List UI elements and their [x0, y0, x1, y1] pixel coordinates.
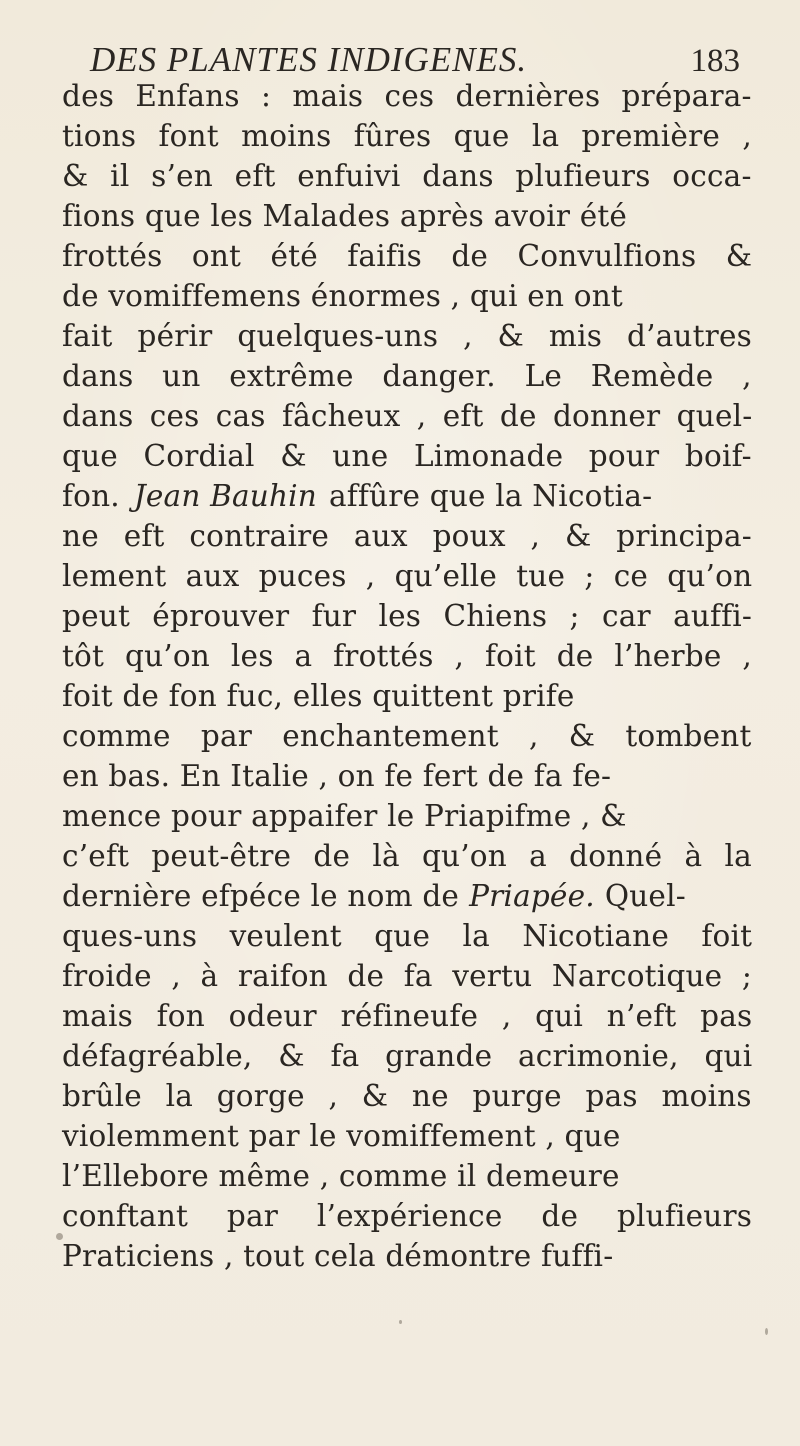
- text-line: que Cordial & une Limonade pour boif-: [62, 439, 752, 473]
- text-line: ne eft contraire aux poux , & principa-: [62, 519, 752, 553]
- page-number: 183: [690, 43, 740, 79]
- text-line: fon. Jean Bauhin affûre que la Nicotia-: [62, 476, 752, 516]
- text-line: mais fon odeur réfineufe , qui n’eft pas: [62, 999, 753, 1033]
- text-line: froide , à raifon de fa vertu Narcotique ;: [62, 959, 753, 993]
- running-head-title: DES PLANTES INDIGENES.: [90, 40, 528, 79]
- text-line: conftant par l’expérience de plufieurs: [62, 1199, 753, 1233]
- text-line: fions que les Malades après avoir été: [62, 199, 628, 233]
- author-name: Jean Bauhin: [133, 479, 318, 513]
- text-line: défagréable, & fa grande acrimonie, qui: [62, 1039, 753, 1073]
- text-line: dans ces cas fâcheux , eft de donner quel-: [62, 399, 753, 433]
- text-line: l’Ellebore même , comme il demeure: [62, 1159, 620, 1193]
- text-line: tôt qu’on les a frottés , foit de l’herbe ,: [62, 639, 752, 673]
- body-text: [62, 76, 752, 1276]
- text-line: frottés ont été faifis de Convulfions &: [62, 239, 753, 273]
- text-line: Praticiens , tout cela démontre fuffi-: [62, 1239, 614, 1273]
- text-line: des Enfans : mais ces dernières prépara-: [62, 79, 752, 113]
- paper-speck: [765, 1328, 768, 1335]
- text-line: dernière efpéce le nom de Priapée. Quel-: [62, 876, 752, 916]
- text-line: violemment par le vomiffement , que: [62, 1119, 621, 1153]
- text-line: ques-uns veulent que la Nicotiane foit: [62, 919, 753, 953]
- paper-speck: [56, 1233, 63, 1240]
- text-line: peut éprouver fur les Chiens ; car auffi-: [62, 599, 753, 633]
- text-line: comme par enchantement , & tombent: [62, 719, 752, 753]
- text-line: & il s’en eft enfuivi dans plufieurs occa-: [62, 159, 752, 193]
- text-line: dans un extrême danger. Le Remède ,: [62, 359, 752, 393]
- text-line: fait périr quelques-uns , & mis d’autres: [62, 319, 752, 353]
- paper-speck: [399, 1320, 402, 1324]
- text-line: tions font moins fûres que la première ,: [62, 119, 752, 153]
- text-line: mence pour appaifer le Priapifme , &: [62, 799, 627, 833]
- text-line: en bas. En Italie , on fe fert de fa fe-: [62, 759, 612, 793]
- text-line: de vomiffemens énormes , qui en ont: [62, 279, 623, 313]
- text-line: lement aux puces , qu’elle tue ; ce qu’on: [62, 559, 753, 593]
- text-line: foit de fon fuc, elles quittent prife: [62, 679, 575, 713]
- text-line: brûle la gorge , & ne purge pas moins: [62, 1079, 752, 1113]
- text-line: c’eft peut-être de là qu’on a donné à la: [62, 839, 752, 873]
- plant-name: Priapée.: [469, 879, 595, 913]
